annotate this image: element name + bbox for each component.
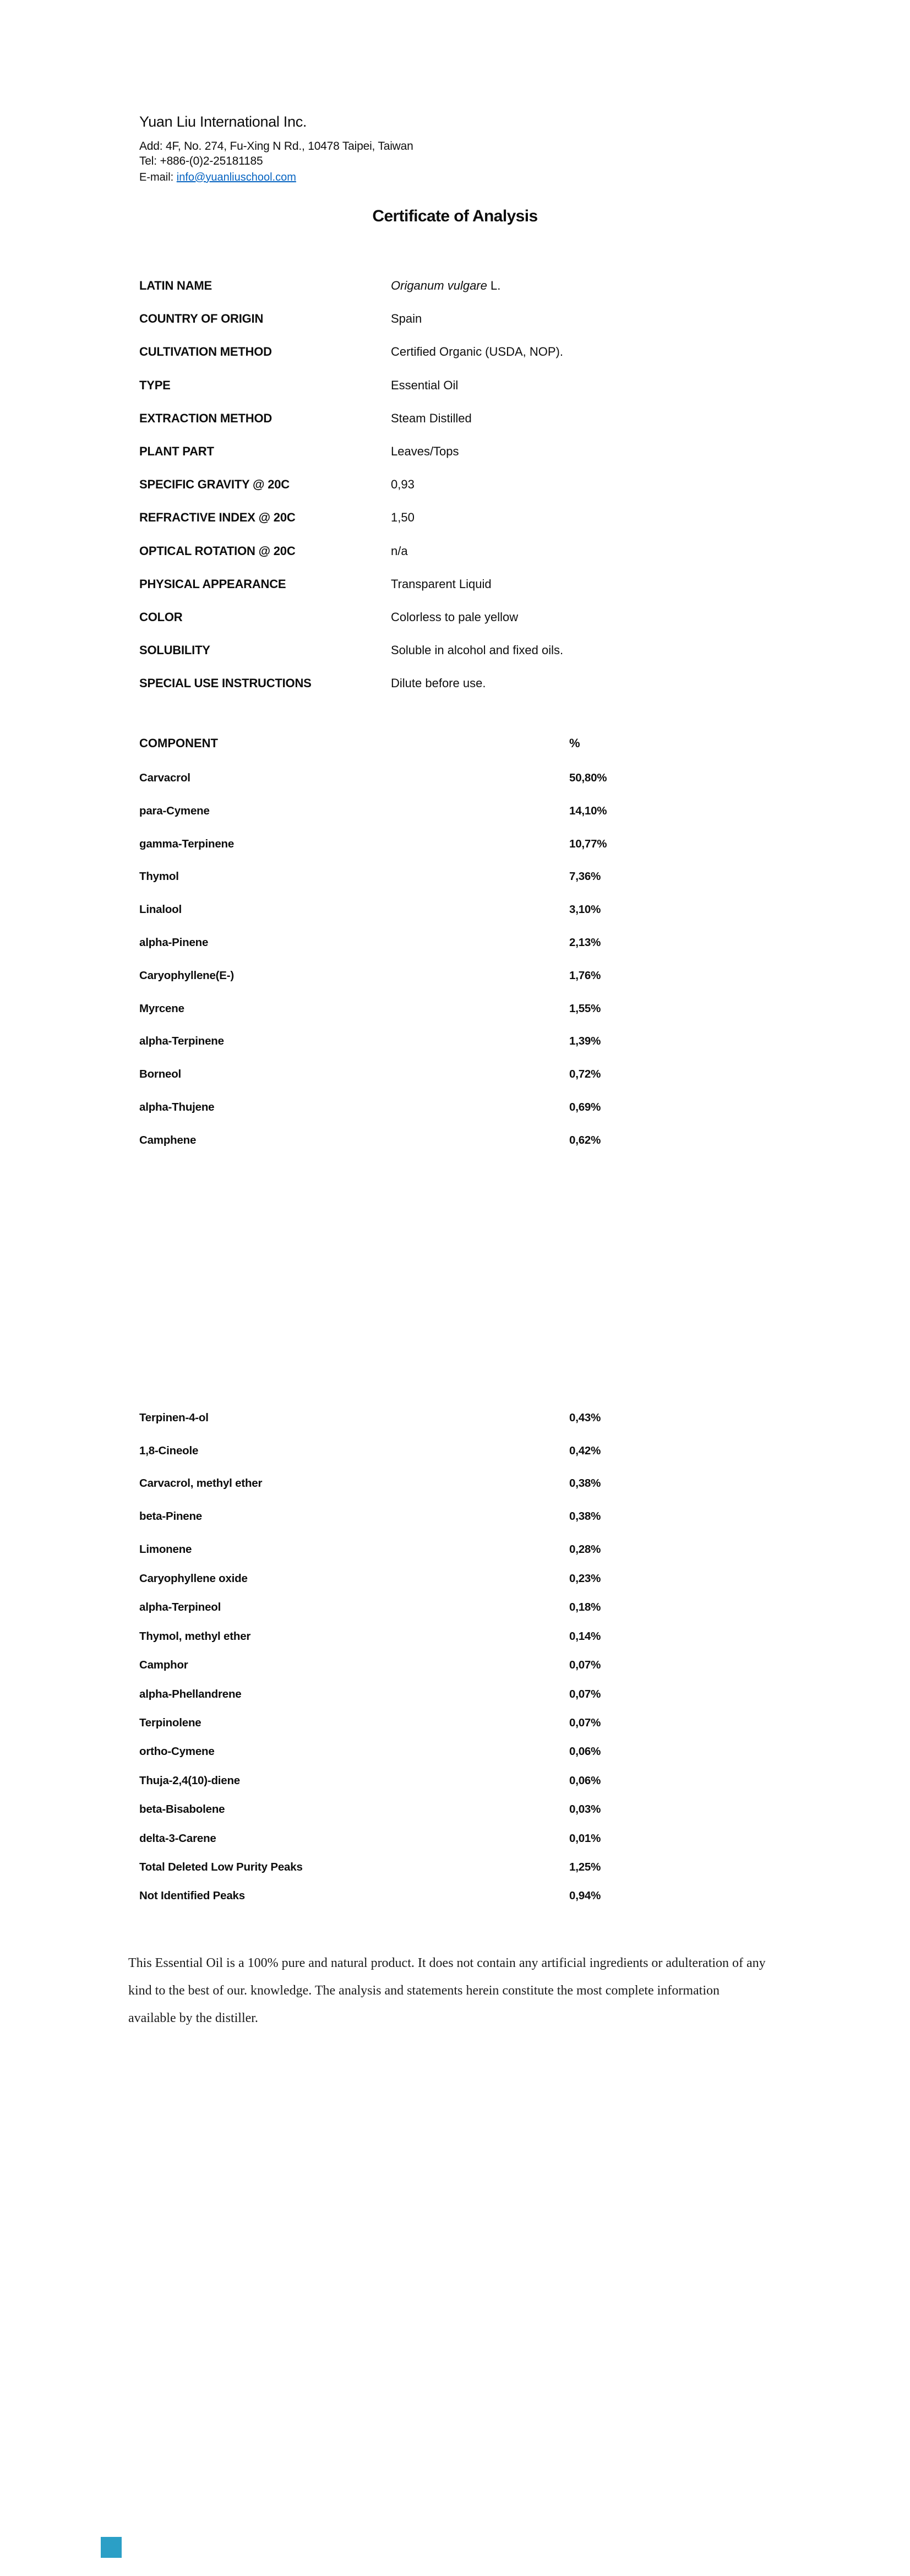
property-value: Colorless to pale yellow	[391, 610, 519, 624]
component-name: Limonene	[139, 1542, 192, 1556]
component-percent-header: %	[569, 736, 580, 750]
address-line: Add: 4F, No. 274, Fu-Xing N Rd., 10478 Taipei, Taiwan	[139, 140, 413, 153]
component-percent: 0,23%	[569, 1572, 601, 1585]
component-percent: 0,28%	[569, 1542, 601, 1556]
property-value: Essential Oil	[391, 378, 459, 392]
component-percent: 1,76%	[569, 969, 601, 982]
property-label: EXTRACTION METHOD	[139, 411, 273, 425]
component-name: beta-Pinene	[139, 1510, 202, 1523]
component-percent: 0,69%	[569, 1100, 601, 1113]
property-row	[139, 444, 827, 477]
component-percent: 0,14%	[569, 1629, 601, 1643]
component-row	[139, 1630, 827, 1659]
component-row	[139, 1601, 827, 1629]
component-row	[139, 1444, 827, 1477]
component-percent: 0,94%	[569, 1889, 601, 1903]
component-name: Borneol	[139, 1068, 182, 1081]
property-label: SPECIFIC GRAVITY @ 20C	[139, 477, 290, 492]
component-name: Thymol, methyl ether	[139, 1629, 251, 1643]
component-name: Linalool	[139, 903, 182, 916]
component-row	[139, 903, 827, 936]
component-name: ortho-Cymene	[139, 1745, 215, 1758]
property-row	[139, 477, 827, 510]
component-percent: 0,01%	[569, 1832, 601, 1845]
property-value: 1,50	[391, 510, 415, 525]
property-label: SOLUBILITY	[139, 643, 210, 657]
component-row	[139, 1803, 827, 1832]
property-row	[139, 610, 827, 643]
component-name: gamma-Terpinene	[139, 837, 235, 850]
component-name: 1,8-Cineole	[139, 1444, 199, 1457]
component-row	[139, 805, 827, 838]
component-name: alpha-Pinene	[139, 936, 209, 949]
component-row	[139, 1889, 827, 1918]
property-value: Dilute before use.	[391, 676, 486, 691]
component-row	[139, 936, 827, 969]
component-row	[139, 870, 827, 903]
property-label: LATIN NAME	[139, 279, 212, 292]
component-name: Terpinen-4-ol	[139, 1411, 209, 1424]
component-row	[139, 1035, 827, 1068]
component-row	[139, 1411, 827, 1444]
component-table-header	[139, 736, 827, 751]
component-name: Carvacrol, methyl ether	[139, 1477, 263, 1490]
component-row	[139, 838, 827, 871]
component-percent: 50,80%	[569, 771, 607, 784]
property-label: CULTIVATION METHOD	[139, 345, 272, 359]
component-name: Camphor	[139, 1659, 188, 1672]
component-name: Not Identified Peaks	[139, 1889, 245, 1903]
component-percent: 0,38%	[569, 1510, 601, 1523]
property-label: SPECIAL USE INSTRUCTIONS	[139, 676, 312, 691]
component-row	[139, 1068, 827, 1101]
disclaimer-paragraph	[128, 1956, 766, 2039]
component-percent: 1,39%	[569, 1035, 601, 1048]
component-rows-page1	[139, 771, 827, 1167]
property-row	[139, 279, 827, 312]
property-label: COLOR	[139, 610, 183, 624]
property-value: Steam Distilled	[391, 411, 472, 425]
component-row	[139, 1716, 827, 1745]
component-rows-page2-lower	[139, 1572, 827, 1919]
page-title: Certificate of Analysis	[372, 207, 538, 225]
component-percent: 1,25%	[569, 1860, 601, 1873]
tel-line: Tel: +886-(0)2-25181185	[139, 155, 263, 167]
component-name: Caryophyllene(E-)	[139, 969, 235, 982]
component-percent: 0,42%	[569, 1444, 601, 1457]
component-percent: 0,43%	[569, 1411, 601, 1424]
property-row	[139, 577, 827, 610]
property-value: Origanum vulgare L.	[391, 279, 501, 292]
property-value: Leaves/Tops	[391, 444, 459, 458]
component-percent: 3,10%	[569, 903, 601, 916]
component-percent: 0,18%	[569, 1601, 601, 1614]
component-row	[139, 1774, 827, 1803]
property-value: Certified Organic (USDA, NOP).	[391, 345, 563, 359]
property-label: OPTICAL ROTATION @ 20C	[139, 544, 296, 558]
property-row	[139, 411, 827, 444]
component-percent: 2,13%	[569, 936, 601, 949]
component-percent: 0,38%	[569, 1477, 601, 1490]
email-link[interactable]: info@yuanliuschool.com	[176, 171, 296, 183]
property-row	[139, 510, 827, 544]
component-name: Carvacrol	[139, 771, 190, 784]
disclaimer-line: available by the distiller.	[128, 2011, 258, 2025]
component-row	[139, 969, 827, 1002]
email-label: E-mail:	[139, 171, 177, 183]
component-row	[139, 1745, 827, 1774]
component-name: Camphene	[139, 1133, 197, 1146]
page-marker	[101, 2537, 122, 2558]
property-value: Soluble in alcohol and fixed oils.	[391, 643, 564, 657]
component-name: alpha-Phellandrene	[139, 1687, 242, 1700]
component-row	[139, 1134, 827, 1167]
property-label: PHYSICAL APPEARANCE	[139, 577, 286, 591]
property-label: REFRACTIVE INDEX @ 20C	[139, 510, 296, 525]
component-name: Caryophyllene oxide	[139, 1572, 248, 1585]
component-name: Thymol	[139, 870, 179, 883]
component-row	[139, 1659, 827, 1687]
component-row	[139, 1002, 827, 1035]
property-value: Transparent Liquid	[391, 577, 492, 591]
component-row	[139, 1543, 827, 1576]
component-name-header: COMPONENT	[139, 736, 218, 750]
property-value: 0,93	[391, 477, 415, 492]
component-name: Total Deleted Low Purity Peaks	[139, 1860, 303, 1873]
component-row	[139, 1101, 827, 1134]
component-percent: 1,55%	[569, 1002, 601, 1015]
component-name: beta-Bisabolene	[139, 1803, 225, 1816]
property-row	[139, 544, 827, 577]
component-name: delta-3-Carene	[139, 1832, 216, 1845]
component-name: Terpinolene	[139, 1716, 201, 1729]
property-row	[139, 345, 827, 378]
component-row	[139, 1510, 827, 1543]
property-row	[139, 676, 827, 709]
company-name: Yuan Liu International Inc.	[139, 113, 307, 130]
component-percent: 0,06%	[569, 1745, 601, 1758]
component-row	[139, 771, 827, 805]
property-row	[139, 312, 827, 345]
component-percent: 0,62%	[569, 1133, 601, 1146]
property-row	[139, 378, 827, 411]
component-rows-page2-upper	[139, 1411, 827, 1575]
component-row	[139, 1861, 827, 1889]
component-name: alpha-Thujene	[139, 1100, 215, 1113]
property-label: PLANT PART	[139, 444, 214, 458]
component-percent: 0,07%	[569, 1659, 601, 1672]
component-name: para-Cymene	[139, 804, 210, 817]
component-percent: 0,72%	[569, 1068, 601, 1081]
disclaimer-line: kind to the best of our. knowledge. The analysis and statements herein constitute the most complete information	[128, 1983, 720, 1998]
component-name: Thuja-2,4(10)-diene	[139, 1774, 241, 1787]
property-value: Spain	[391, 312, 422, 326]
component-percent: 14,10%	[569, 804, 607, 817]
property-row	[139, 643, 827, 676]
component-percent: 0,03%	[569, 1803, 601, 1816]
component-row	[139, 1832, 827, 1861]
disclaimer-line: This Essential Oil is a 100% pure and natural product. It does not contain any artificial ingredients or adulteration of any	[128, 1956, 766, 1970]
component-percent: 0,07%	[569, 1716, 601, 1729]
component-percent: 7,36%	[569, 870, 601, 883]
component-row	[139, 1572, 827, 1601]
component-percent: 0,06%	[569, 1774, 601, 1787]
component-name: alpha-Terpineol	[139, 1601, 221, 1614]
component-name: Myrcene	[139, 1002, 184, 1015]
properties-list	[139, 279, 827, 709]
component-row	[139, 1688, 827, 1716]
component-percent: 10,77%	[569, 837, 607, 850]
property-label: COUNTRY OF ORIGIN	[139, 312, 264, 326]
component-row	[139, 1477, 827, 1510]
property-value: n/a	[391, 544, 408, 558]
component-name: alpha-Terpinene	[139, 1035, 224, 1048]
property-label: TYPE	[139, 378, 171, 392]
component-percent: 0,07%	[569, 1687, 601, 1700]
email-line	[139, 171, 296, 184]
